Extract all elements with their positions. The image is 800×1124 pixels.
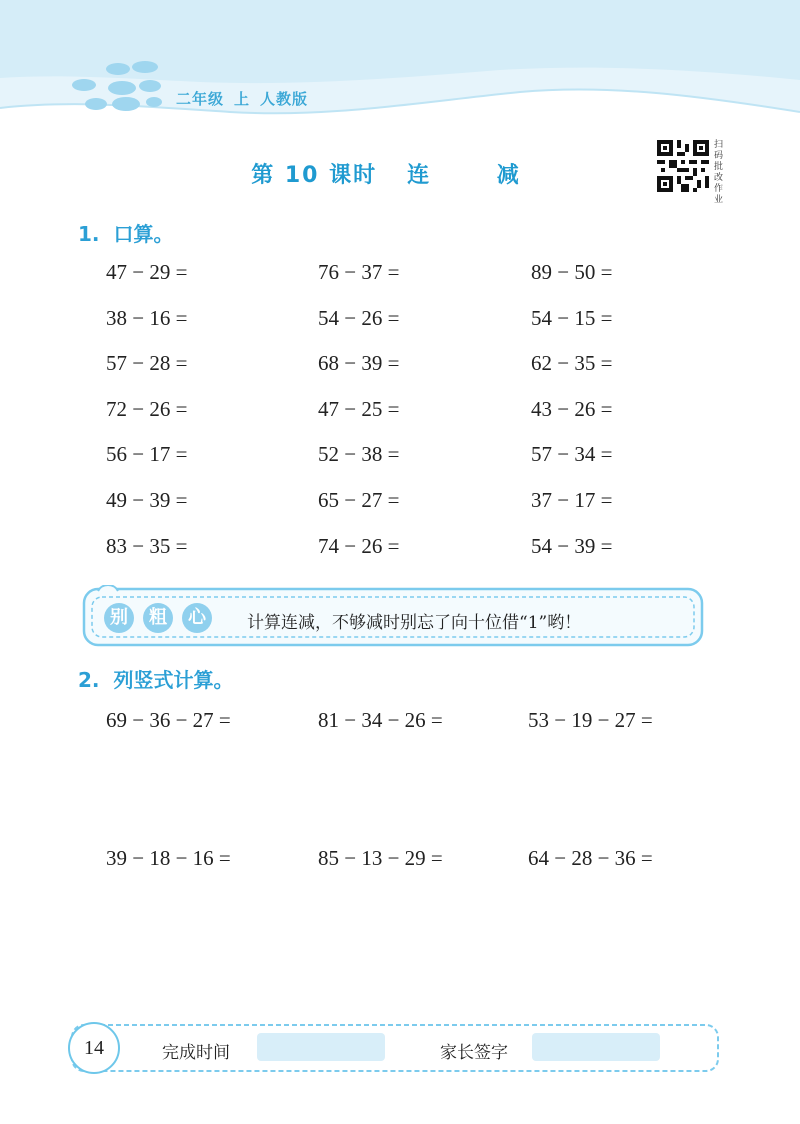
- problem-item: 83 − 35 =: [106, 533, 188, 558]
- problem-item: 54 − 39 =: [531, 533, 613, 558]
- problem-item: 69 − 36 − 27 =: [106, 708, 231, 732]
- section-2-heading: [78, 664, 234, 693]
- edition-text: 人教版: [260, 90, 309, 108]
- lesson-topic: 连 减: [407, 163, 549, 188]
- tip-badge-char-2: 粗: [143, 603, 173, 633]
- completion-time-label: 完成时间: [162, 1043, 230, 1063]
- problem-item: 37 − 17 =: [531, 488, 613, 512]
- problem-item: 81 − 34 − 26 =: [318, 708, 443, 732]
- term-text: 上: [234, 90, 251, 108]
- problem-item: 76 − 37 =: [318, 260, 400, 284]
- completion-time-field[interactable]: [257, 1033, 385, 1061]
- grade-text: 二年级: [176, 90, 225, 108]
- problem-item: 56 − 17 =: [106, 442, 188, 467]
- tip-badge-char-1: 别: [104, 603, 134, 633]
- lesson-number: 第 10 课时: [251, 163, 378, 188]
- problem-item: 57 − 34 =: [531, 442, 613, 467]
- page-number: 14: [68, 1022, 120, 1074]
- header-banner: [0, 0, 800, 130]
- problem-item: 47 − 25 =: [318, 396, 400, 421]
- problem-item: 89 − 50 =: [531, 260, 613, 284]
- problem-item: 52 − 38 =: [318, 442, 400, 467]
- tip-text: 计算连减，不够减时别忘了向十位借“1”哟！: [247, 613, 582, 633]
- grade-label: [176, 88, 308, 109]
- section-1-number: 1.: [78, 222, 100, 246]
- section-1-title: 口算。: [113, 222, 174, 246]
- qr-code-icon[interactable]: [657, 140, 709, 192]
- qr-caption: 扫码批改作业: [714, 140, 724, 205]
- section-2-title: 列竖式计算。: [113, 668, 234, 692]
- problem-item: 57 − 28 =: [106, 351, 188, 376]
- problem-item: 38 − 16 =: [106, 305, 188, 330]
- problem-item: 62 − 35 =: [531, 351, 613, 376]
- problem-item: 85 − 13 − 29 =: [318, 846, 443, 870]
- section-1-heading: [78, 218, 174, 247]
- parent-signature-field[interactable]: [532, 1033, 660, 1061]
- problem-item: 74 − 26 =: [318, 533, 400, 558]
- problem-item: 49 − 39 =: [106, 488, 188, 512]
- section-2-number: 2.: [78, 668, 100, 692]
- problem-item: 43 − 26 =: [531, 396, 613, 421]
- parent-signature-label: 家长签字: [440, 1043, 508, 1063]
- problem-item: 65 − 27 =: [318, 488, 400, 512]
- tip-badge-char-3: 心: [182, 603, 212, 633]
- problem-item: 72 − 26 =: [106, 396, 188, 421]
- problem-item: 53 − 19 − 27 =: [528, 708, 653, 732]
- problem-item: 64 − 28 − 36 =: [528, 846, 653, 870]
- problem-item: 39 − 18 − 16 =: [106, 846, 231, 870]
- problem-item: 47 − 29 =: [106, 260, 188, 284]
- problem-item: 54 − 26 =: [318, 305, 400, 330]
- problem-item: 68 − 39 =: [318, 351, 400, 376]
- problem-item: 54 − 15 =: [531, 305, 613, 330]
